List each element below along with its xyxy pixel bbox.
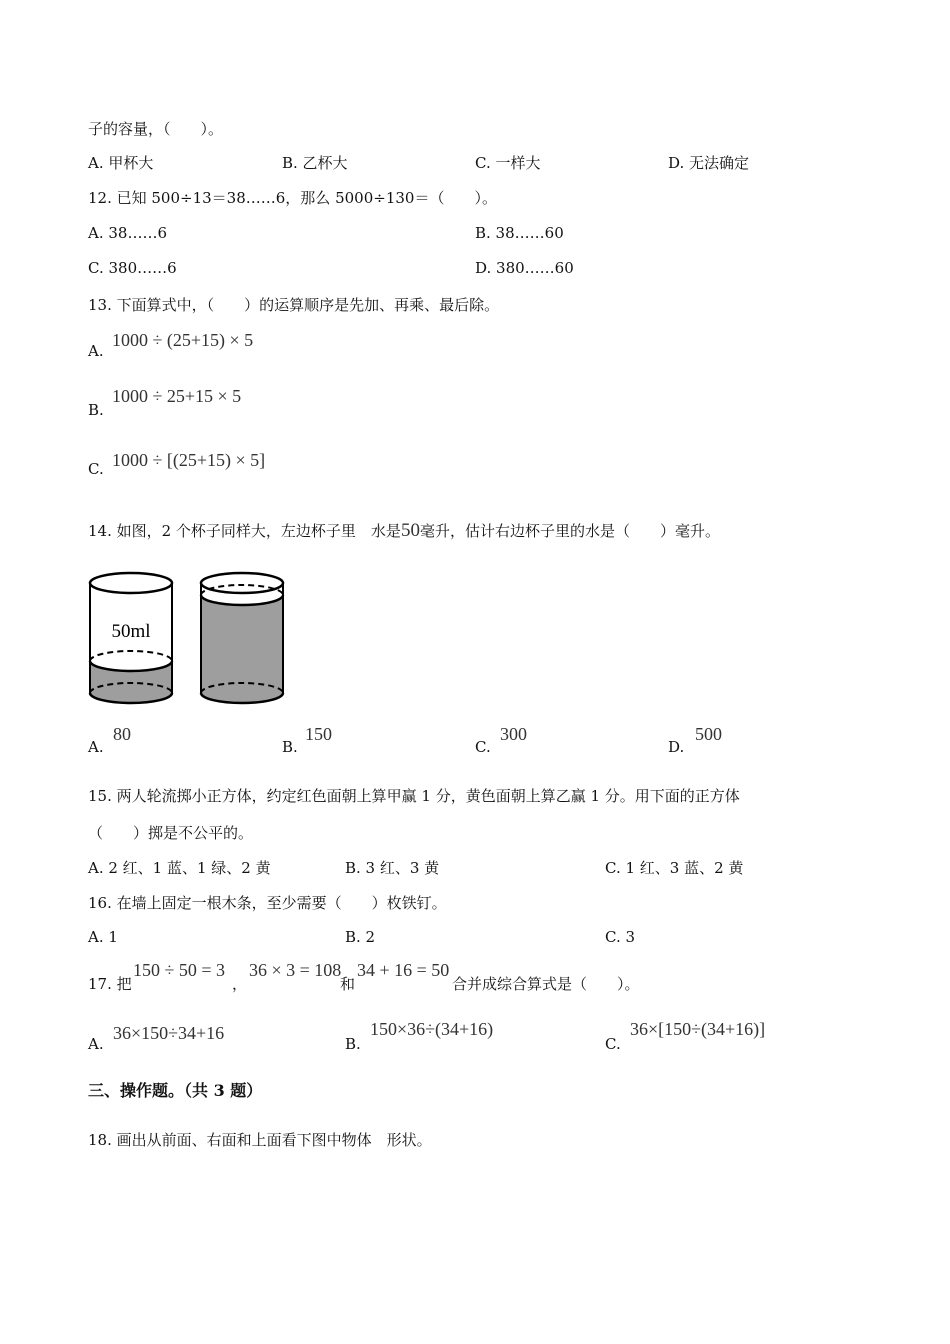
q17-formula-3: 34 + 16 = 50 [357,960,450,980]
q14-stem-part1: 14. 如图，2 个杯子同样大，左边杯子里 水是 [88,522,401,540]
q17-and: 和 [340,975,356,993]
q14-option-d-label: D. [668,738,685,756]
q16-option-b: B. 2 [345,928,376,946]
q18-stem: 18. 画出从前面、右面和上面看下图中物体 形状。 [88,1131,432,1149]
section-3-title: 三、操作题。（共 3 题） [88,1081,263,1100]
q13-option-a-label: A. [88,342,104,360]
q15-stem-line2: （ ）掷是不公平的。 [88,824,254,842]
q12-option-c: C. 380……6 [88,259,177,277]
q17-option-a-formula: 36×150÷34+16 [113,1023,225,1043]
q13-option-c-label: C. [88,460,104,478]
q17-suffix: 合并成综合算式是（ ）。 [452,975,640,993]
q14-option-c-label: C. [475,738,491,756]
q17-formula-1: 150 ÷ 50 = 3 [133,960,226,980]
q15-stem-line1: 15. 两人轮流掷小正方体，约定红色面朝上算甲赢 1 分，黄色面朝上算乙赢 1 分。用下面的正方体 [88,787,740,805]
q11-stem: 子的容量，（ ）。 [88,120,224,138]
q14-stem-part2: 毫升，估计右边杯子里的水是（ ）毫升。 [419,522,720,540]
q14-stem-number: 50 [400,520,420,541]
q11-option-b: B. 乙杯大 [282,154,348,172]
q15-option-c: C. 1 红、3 蓝、2 黄 [605,859,744,877]
q17-option-b-formula: 150×36÷(34+16) [370,1019,494,1039]
q17-option-c-formula: 36×[150÷(34+16)] [630,1019,766,1039]
q17-comma: ， [232,975,248,993]
q14-option-b-value: 150 [305,724,332,744]
q16-option-a: A. 1 [88,928,118,946]
q13-option-a-formula: 1000 ÷ (25+15) × 5 [112,330,254,350]
q13-option-c-formula: 1000 ÷ [(25+15) × 5] [112,450,266,470]
q16-stem: 16. 在墙上固定一根木条，至少需要（ ）枚铁钉。 [88,894,447,912]
q12-stem: 12. 已知 500÷13＝38……6，那么 5000÷130＝（ ）。 [88,189,497,207]
q12-option-d: D. 380……60 [475,259,574,277]
q14-option-a-value: 80 [113,724,131,744]
q14-option-a-label: A. [88,738,104,756]
q17-formula-2: 36 × 3 = 108 [249,960,342,980]
q17-option-c-label: C. [605,1035,621,1053]
q14-stem [88,521,720,541]
q17-prefix: 17. 把 [88,975,132,993]
q12-option-a: A. 38……6 [88,224,167,242]
q11-option-c: C. 一样大 [475,154,541,172]
q17-option-a-label: A. [88,1035,104,1053]
q13-option-b-formula: 1000 ÷ 25+15 × 5 [112,386,242,406]
q11-option-a: A. 甲杯大 [88,154,154,172]
q16-option-c: C. 3 [605,928,636,946]
cup-label: 50ml [111,621,151,642]
q15-option-b: B. 3 红、3 黄 [345,859,440,877]
q13-stem: 13. 下面算式中，（ ）的运算顺序是先加、再乘、最后除。 [88,296,500,314]
q14-option-d-value: 500 [695,724,722,744]
q14-option-b-label: B. [282,738,298,756]
q13-option-b-label: B. [88,401,104,419]
q11-option-d: D. 无法确定 [668,154,750,172]
right-cup [201,573,283,703]
two-cups-figure [85,565,290,710]
q15-option-a: A. 2 红、1 蓝、1 绿、2 黄 [88,859,271,877]
q17-option-b-label: B. [345,1035,361,1053]
q14-option-c-value: 300 [500,724,527,744]
left-cup [90,573,172,703]
q12-option-b: B. 38……60 [475,224,564,242]
